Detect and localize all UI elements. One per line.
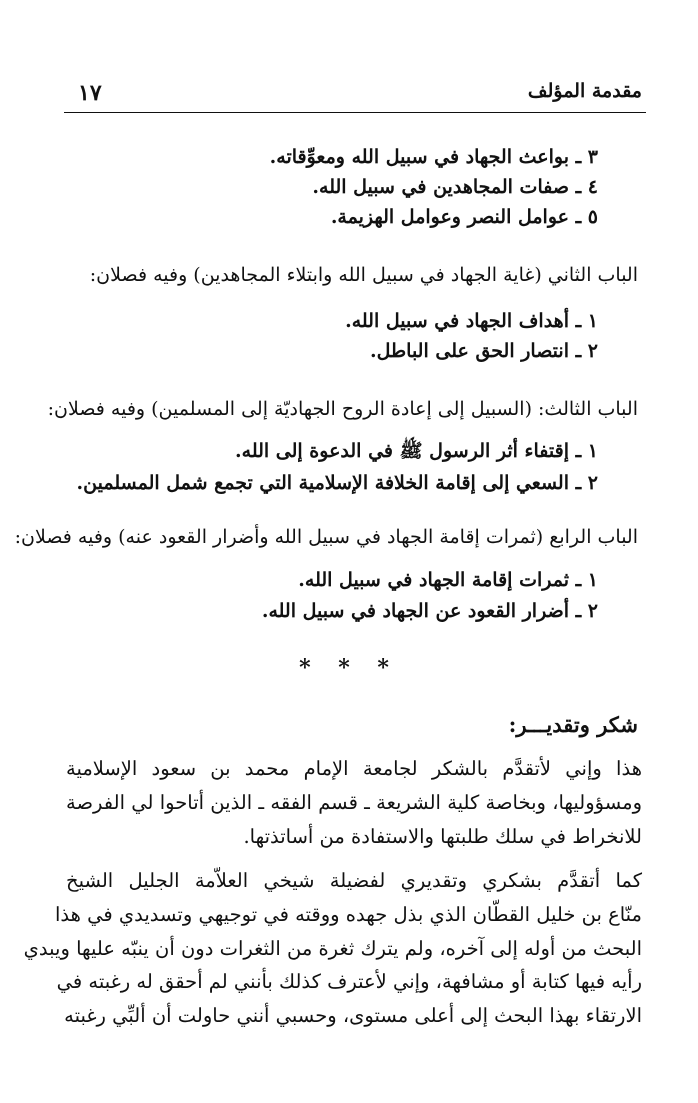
acknowledgment-paragraph-1 xyxy=(66,752,642,853)
section-item: ٥ ـ عوامل النصر وعوامل الهزيمة. xyxy=(330,206,598,228)
page-number: ١٧ xyxy=(78,80,102,106)
paragraph-line: هذا وإني لأتقدَّم بالشكر لجامعة الإمام محمد بن سعود الإسلامية xyxy=(66,757,642,780)
paragraph-line: الارتقاء بهذا البحث إلى أعلى مستوى، وحسبي أنني حاولت أن ألبِّي رغبته xyxy=(64,1004,642,1028)
paragraph-line: منّاع بن خليل القطّان الذي بذل جهده ووقته في توجيهي وتسديدي في هذا xyxy=(54,902,642,926)
section-item: ٢ ـ السعي إلى إقامة الخلافة الإسلامية التي تجمع شمل المسلمين. xyxy=(76,472,598,494)
chapter-title: الباب الرابع (ثمرات إقامة الجهاد في سبيل الله وأضرار القعود عنه) وفيه فصلان: xyxy=(14,526,638,548)
running-header-title: مقدمة المؤلف xyxy=(527,80,642,102)
section-separator: * * * xyxy=(299,655,399,681)
section-item: ١ ـ إقتفاء أثر الرسول ﷺ في الدعوة إلى الله. xyxy=(235,440,598,462)
section-item: ٤ ـ صفات المجاهدين في سبيل الله. xyxy=(312,176,598,198)
section-item: ١ ـ أهداف الجهاد في سبيل الله. xyxy=(345,310,598,332)
section-item: ٢ ـ انتصار الحق على الباطل. xyxy=(370,340,598,362)
chapter-title: الباب الثاني (غاية الجهاد في سبيل الله وابتلاء المجاهدين) وفيه فصلان: xyxy=(89,264,638,286)
section-item: ٣ ـ بواعث الجهاد في سبيل الله ومعوِّقاته. xyxy=(269,146,598,168)
section-item: ١ ـ ثمرات إقامة الجهاد في سبيل الله. xyxy=(298,569,598,591)
paragraph-line: ومسؤوليها، وبخاصة كلية الشريعة ـ قسم الفقه ـ الذين أتاحوا لي الفرصة xyxy=(66,790,642,814)
acknowledgment-heading: شكر وتقديـــر: xyxy=(508,712,638,737)
chapter-title: الباب الثالث: (السبيل إلى إعادة الروح الجهاديّة إلى المسلمين) وفيه فصلان: xyxy=(47,398,638,420)
paragraph-line: رأيه فيها كتابة أو مشافهة، وإني لأعترف كذلك بأنني لم أحقق له رغبته في xyxy=(56,970,642,994)
section-item: ٢ ـ أضرار القعود عن الجهاد في سبيل الله. xyxy=(261,600,598,622)
paragraph-line: البحث من أوله إلى آخره، ولم يترك ثغرة من الثغرات دون أن ينبّه عليها ويبدي xyxy=(23,936,642,960)
paragraph-line: كما أتقدَّم بشكري وتقديري لفضيلة شيخي العلاّمة الجليل الشيخ xyxy=(66,869,642,892)
acknowledgment-paragraph-2 xyxy=(23,864,642,1033)
header-rule xyxy=(64,112,646,113)
paragraph-line: للانخراط في سلك طلبتها والاستفادة من أساتذتها. xyxy=(243,824,642,848)
